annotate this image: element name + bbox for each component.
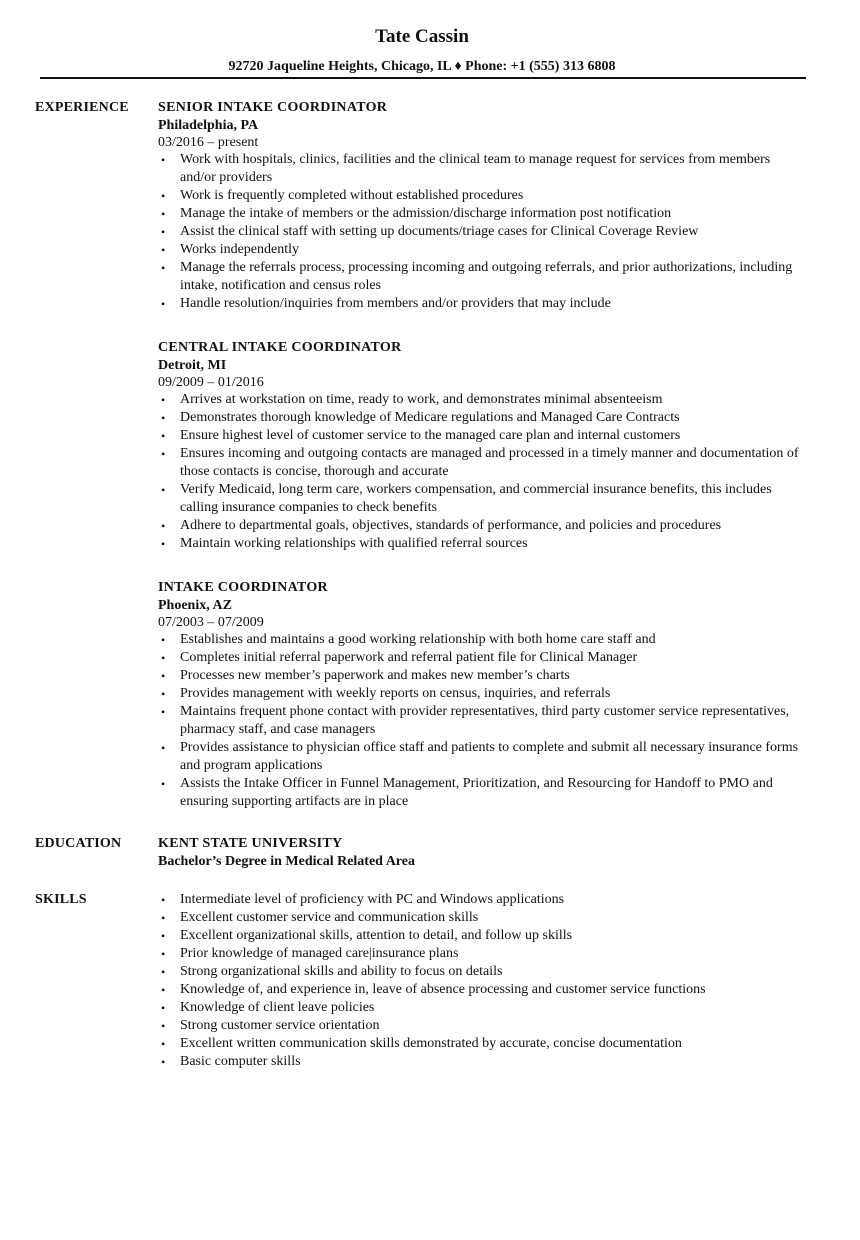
- bullet-dot-icon: •: [161, 207, 166, 221]
- bullet-text: Demonstrates thorough knowledge of Medicare regulations and Managed Care Contracts: [180, 410, 680, 425]
- bullet-item: [158, 535, 808, 553]
- bullet-text: Provides assistance to physician office staff and patients to complete and submit all necessary insurance forms and program applications: [180, 740, 799, 773]
- bullet-dot-icon: •: [161, 1055, 166, 1069]
- degree-name: Bachelor’s Degree in Medical Related Area: [158, 854, 415, 869]
- bullet-dot-icon: •: [161, 705, 166, 719]
- job-bullets: [158, 151, 808, 313]
- bullet-item: [158, 927, 808, 945]
- bullet-item: [158, 445, 808, 481]
- bullet-dot-icon: •: [161, 447, 166, 461]
- candidate-name: Tate Cassin: [375, 26, 469, 47]
- bullet-text: Maintains frequent phone contact with provider representatives, third party customer service representatives, pharmacy staff, and case managers: [180, 704, 790, 737]
- header-divider: [40, 77, 806, 79]
- bullet-text: Knowledge of client leave policies: [180, 1000, 375, 1015]
- job-title: INTAKE COORDINATOR: [158, 580, 328, 595]
- bullet-item: [158, 427, 808, 445]
- bullet-text: Completes initial referral paperwork and referral patient file for Clinical Manager: [180, 650, 638, 665]
- bullet-text: Ensures incoming and outgoing contacts are managed and processed in a timely manner and documentation of those contacts is concise, thorough and accurate: [180, 446, 799, 479]
- job-location: Phoenix, AZ: [158, 598, 232, 613]
- bullet-item: [158, 391, 808, 409]
- bullet-item: [158, 649, 808, 667]
- bullet-text: Work is frequently completed without established procedures: [180, 188, 524, 203]
- bullet-text: Ensure highest level of customer service to the managed care plan and internal customers: [180, 428, 681, 443]
- bullet-dot-icon: •: [161, 669, 166, 683]
- bullet-text: Strong customer service orientation: [180, 1018, 380, 1033]
- bullet-dot-icon: •: [161, 225, 166, 239]
- job-entry: [158, 579, 808, 811]
- job-entry: [158, 339, 808, 553]
- job-dates: 09/2009 – 01/2016: [158, 375, 264, 390]
- bullet-item: [158, 667, 808, 685]
- bullet-text: Intermediate level of proficiency with PC and Windows applications: [180, 892, 565, 907]
- bullet-dot-icon: •: [161, 429, 166, 443]
- bullet-text: Manage the referrals process, processing incoming and outgoing referrals, and prior authorizations, including intake, notification and census roles: [180, 260, 793, 293]
- bullet-item: [158, 775, 808, 811]
- job-bullets: [158, 391, 808, 553]
- bullet-item: [158, 409, 808, 427]
- bullet-item: [158, 945, 808, 963]
- bullet-dot-icon: •: [161, 189, 166, 203]
- bullet-text: Arrives at workstation on time, ready to work, and demonstrates minimal absenteeism: [180, 392, 663, 407]
- bullet-dot-icon: •: [161, 911, 166, 925]
- bullet-text: Verify Medicaid, long term care, workers compensation, and commercial insurance benefits, this includes calling insurance companies to check benefits: [180, 482, 772, 515]
- bullet-item: [158, 259, 808, 295]
- bullet-item: [158, 1053, 808, 1071]
- bullet-text: Manage the intake of members or the admission/discharge information post notification: [180, 206, 672, 221]
- bullet-text: Strong organizational skills and ability to focus on details: [180, 964, 503, 979]
- skills-entries: [158, 891, 808, 1071]
- section-label-experience: EXPERIENCE: [35, 100, 129, 115]
- skills-list: [158, 891, 808, 1071]
- bullet-dot-icon: •: [161, 633, 166, 647]
- education-entry: [158, 835, 808, 871]
- bullet-dot-icon: •: [161, 893, 166, 907]
- bullet-item: [158, 517, 808, 535]
- bullet-item: [158, 703, 808, 739]
- bullet-text: Establishes and maintains a good working relationship with both home care staff and: [180, 632, 656, 647]
- bullet-text: Handle resolution/inquiries from members and/or providers that may include: [180, 296, 611, 311]
- job-title: CENTRAL INTAKE COORDINATOR: [158, 340, 402, 355]
- bullet-text: Work with hospitals, clinics, facilities and the clinical team to manage request for services from members and/or providers: [180, 152, 771, 185]
- bullet-dot-icon: •: [161, 1001, 166, 1015]
- bullet-text: Excellent organizational skills, attention to detail, and follow up skills: [180, 928, 573, 943]
- bullet-item: [158, 151, 808, 187]
- job-entry: [158, 99, 808, 313]
- section-label-education: EDUCATION: [35, 836, 122, 851]
- bullet-text: Works independently: [180, 242, 300, 257]
- bullet-text: Adhere to departmental goals, objectives, standards of performance, and policies and procedures: [180, 518, 722, 533]
- bullet-item: [158, 909, 808, 927]
- bullet-item: [158, 481, 808, 517]
- bullet-item: [158, 631, 808, 649]
- bullet-dot-icon: •: [161, 537, 166, 551]
- experience-entries: [158, 99, 808, 837]
- bullet-item: [158, 891, 808, 909]
- bullet-text: Assists the Intake Officer in Funnel Management, Prioritization, and Resourcing for Handoff to PMO and ensuring supporting artifacts are in place: [180, 776, 773, 809]
- job-title: SENIOR INTAKE COORDINATOR: [158, 100, 388, 115]
- bullet-text: Knowledge of, and experience in, leave of absence processing and customer service functions: [180, 982, 706, 997]
- contact-line: 92720 Jaqueline Heights, Chicago, IL ♦ Phone: +1 (555) 313 6808: [228, 59, 616, 74]
- bullet-dot-icon: •: [161, 947, 166, 961]
- bullet-dot-icon: •: [161, 983, 166, 997]
- job-dates: 07/2003 – 07/2009: [158, 615, 264, 630]
- bullet-item: [158, 1035, 808, 1053]
- bullet-text: Assist the clinical staff with setting up documents/triage cases for Clinical Coverage Review: [180, 224, 699, 239]
- bullet-item: [158, 685, 808, 703]
- bullet-text: Prior knowledge of managed care|insurance plans: [180, 946, 459, 961]
- bullet-item: [158, 1017, 808, 1035]
- job-dates: 03/2016 – present: [158, 135, 259, 150]
- school-name: KENT STATE UNIVERSITY: [158, 836, 343, 851]
- bullet-dot-icon: •: [161, 777, 166, 791]
- bullet-text: Excellent written communication skills demonstrated by accurate, concise documentation: [180, 1036, 682, 1051]
- job-location: Detroit, MI: [158, 358, 227, 373]
- bullet-item: [158, 739, 808, 775]
- bullet-dot-icon: •: [161, 687, 166, 701]
- bullet-item: [158, 999, 808, 1017]
- bullet-dot-icon: •: [161, 1019, 166, 1033]
- bullet-dot-icon: •: [161, 519, 166, 533]
- bullet-item: [158, 187, 808, 205]
- bullet-text: Excellent customer service and communication skills: [180, 910, 479, 925]
- bullet-text: Provides management with weekly reports on census, inquiries, and referrals: [180, 686, 611, 701]
- bullet-dot-icon: •: [161, 483, 166, 497]
- bullet-item: [158, 223, 808, 241]
- bullet-text: Basic computer skills: [180, 1054, 301, 1069]
- bullet-dot-icon: •: [161, 261, 166, 275]
- bullet-dot-icon: •: [161, 297, 166, 311]
- bullet-item: [158, 963, 808, 981]
- bullet-dot-icon: •: [161, 965, 166, 979]
- job-location: Philadelphia, PA: [158, 118, 259, 133]
- bullet-dot-icon: •: [161, 393, 166, 407]
- job-bullets: [158, 631, 808, 811]
- bullet-text: Processes new member’s paperwork and makes new member’s charts: [180, 668, 570, 683]
- bullet-item: [158, 295, 808, 313]
- bullet-item: [158, 981, 808, 999]
- bullet-dot-icon: •: [161, 411, 166, 425]
- section-label-skills: SKILLS: [35, 892, 87, 907]
- bullet-text: Maintain working relationships with qualified referral sources: [180, 536, 528, 551]
- bullet-dot-icon: •: [161, 741, 166, 755]
- bullet-item: [158, 241, 808, 259]
- bullet-dot-icon: •: [161, 243, 166, 257]
- bullet-dot-icon: •: [161, 929, 166, 943]
- bullet-dot-icon: •: [161, 153, 166, 167]
- bullet-dot-icon: •: [161, 651, 166, 665]
- bullet-dot-icon: •: [161, 1037, 166, 1051]
- bullet-item: [158, 205, 808, 223]
